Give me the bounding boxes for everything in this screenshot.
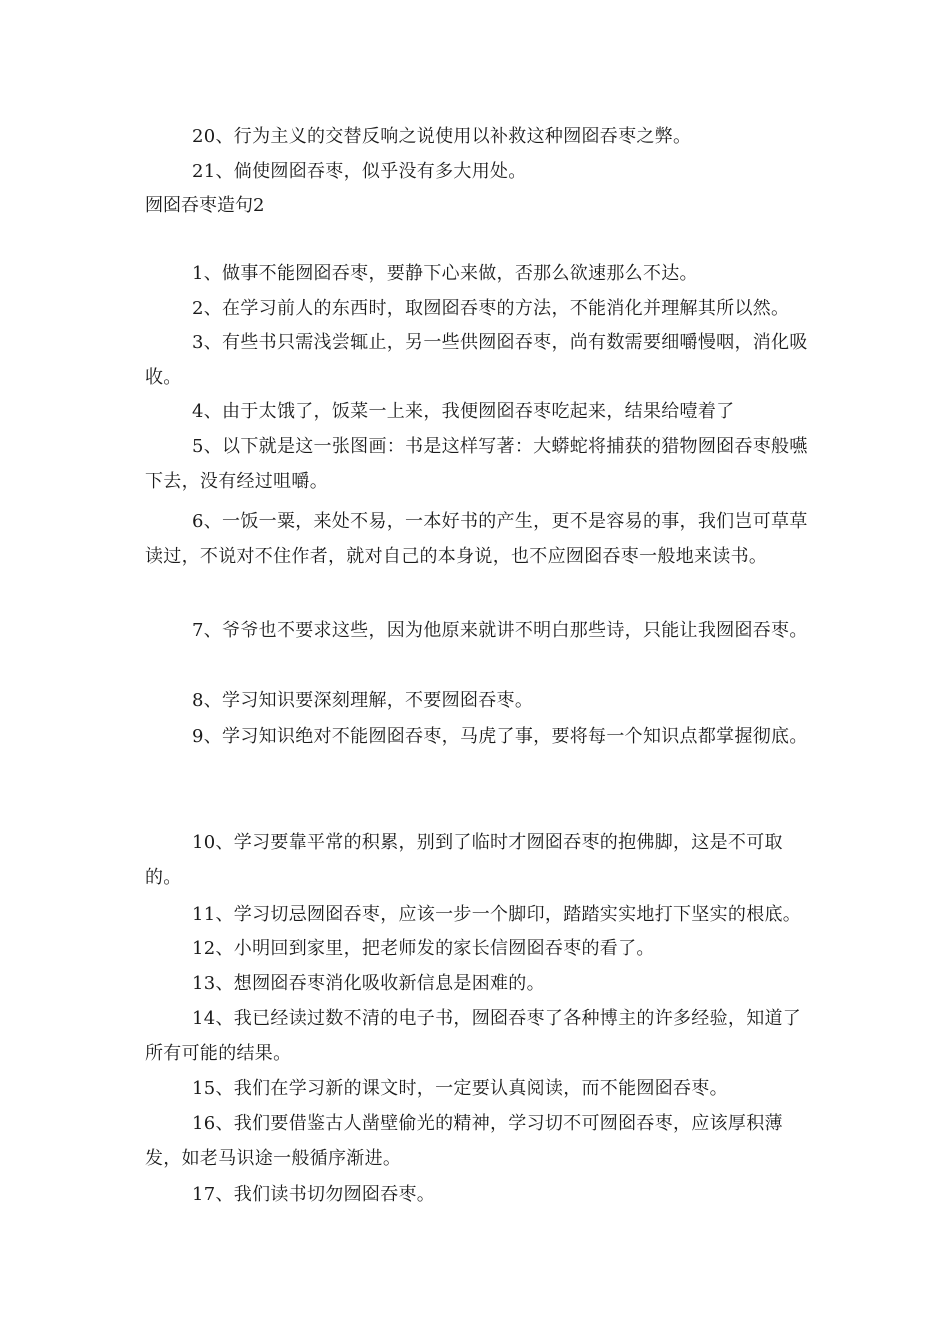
sentence-item-11: 11、学习切忌囫囵吞枣，应该一步一个脚印，踏踏实实地打下坚实的根底。 xyxy=(192,904,802,925)
sentence-item-14: 14、我已经读过数不清的电子书，囫囵吞枣了各种博主的许多经验，知道了所有可能的结果。 xyxy=(145,1008,802,1064)
sentence-item-10: 10、学习要靠平常的积累，别到了临时才囫囵吞枣的抱佛脚，这是不可取的。 xyxy=(145,832,783,888)
sentence-item-12: 12、小明回到家里，把老师发的家长信囫囵吞枣的看了。 xyxy=(192,938,655,959)
sentence-item-2: 2、在学习前人的东西时，取囫囵吞枣的方法，不能消化并理解其所以然。 xyxy=(192,298,790,319)
sentence-item-20: 20、行为主义的交替反响之说使用以补救这种囫囵吞枣之弊。 xyxy=(192,126,692,147)
sentence-item-5: 5、以下就是这一张图画：书是这样写著：大蟒蛇将捕获的猎物囫囵吞枣般嚥下去，没有经过咀嚼。 xyxy=(145,436,808,492)
sentence-item-16: 16、我们要借鉴古人凿壁偷光的精神，学习切不可囫囵吞枣，应该厚积薄发，如老马识途一般循序渐进。 xyxy=(145,1113,783,1169)
sentence-item-21: 21、倘使囫囵吞枣，似乎没有多大用处。 xyxy=(192,161,527,182)
sentence-item-8: 8、学习知识要深刻理解，不要囫囵吞枣。 xyxy=(192,690,534,711)
sentence-item-13: 13、想囫囵吞枣消化吸收新信息是困难的。 xyxy=(192,973,545,994)
sentence-item-4: 4、由于太饿了，饭菜一上来，我便囫囵吞枣吃起来，结果给噎着了 xyxy=(192,401,735,422)
sentence-item-7: 7、爷爷也不要求这些，因为他原来就讲不明白那些诗，只能让我囫囵吞枣。 xyxy=(192,620,808,641)
sentence-item-17: 17、我们读书切勿囫囵吞枣。 xyxy=(192,1184,436,1205)
section-heading: 囫囵吞枣造句2 xyxy=(145,195,265,216)
sentence-item-9: 9、学习知识绝对不能囫囵吞枣，马虎了事，要将每一个知识点都掌握彻底。 xyxy=(192,726,808,747)
sentence-item-6: 6、一饭一粟，来处不易，一本好书的产生，更不是容易的事，我们岂可草草读过，不说对不住作者，就对自己的本身说，也不应囫囵吞枣一般地来读书。 xyxy=(145,511,808,567)
sentence-item-1: 1、做事不能囫囵吞枣，要静下心来做，否那么欲速那么不达。 xyxy=(192,263,698,284)
sentence-item-3: 3、有些书只需浅尝辄止，另一些供囫囵吞枣，尚有数需要细嚼慢咽，消化吸收。 xyxy=(145,332,808,388)
sentence-item-15: 15、我们在学习新的课文时，一定要认真阅读，而不能囫囵吞枣。 xyxy=(192,1078,728,1099)
